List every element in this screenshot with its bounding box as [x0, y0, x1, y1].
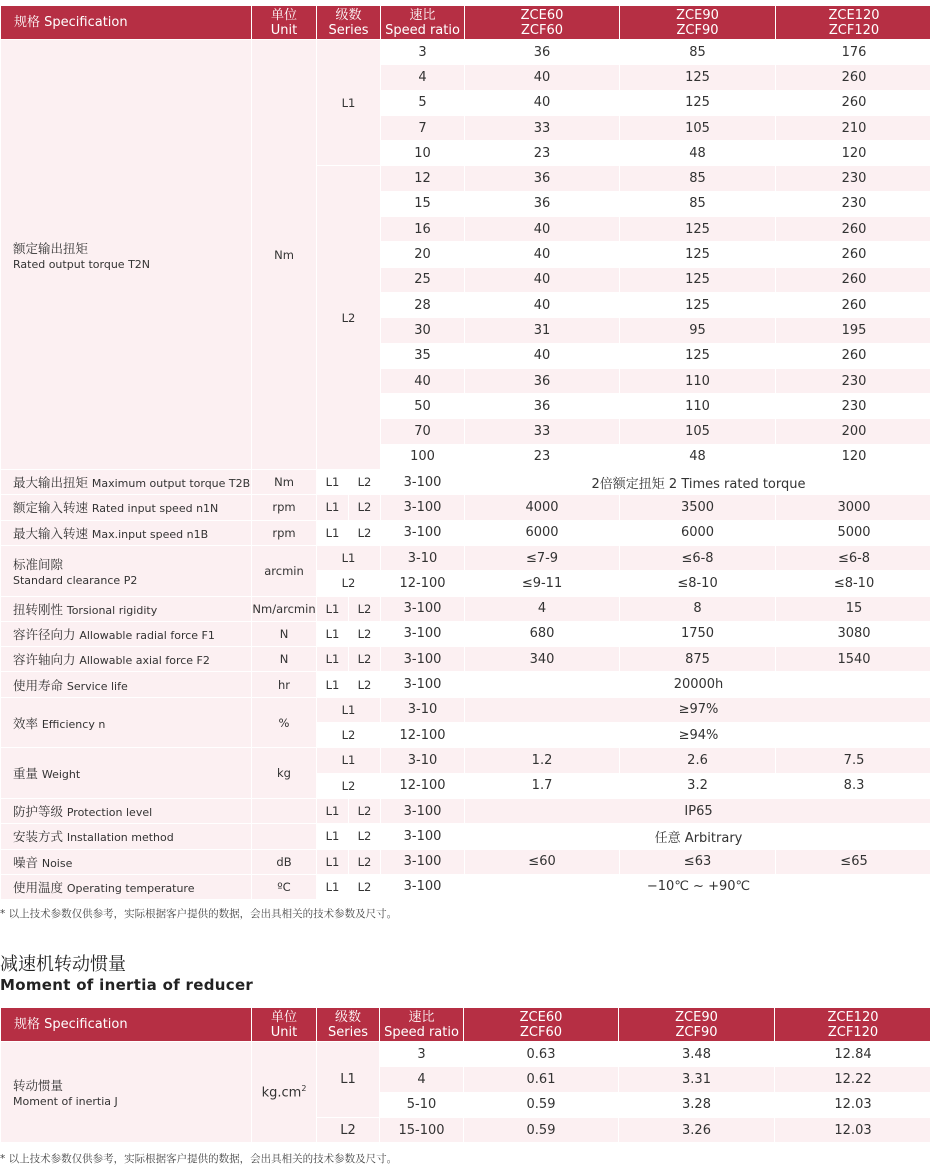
value-cell: 875: [685, 651, 710, 667]
label-axial: 容许轴向力 Allowable axial force F2: [13, 652, 210, 668]
ratio-cell: 70: [414, 424, 431, 440]
value-cell: 12.22: [834, 1071, 872, 1087]
value-cell: ≤8-10: [833, 575, 875, 591]
ratio-cell: 25: [414, 272, 431, 288]
value-cell: 6000: [680, 525, 715, 541]
value-cell: 20000h: [673, 677, 724, 693]
ratio-cell: 28: [414, 297, 431, 313]
ratio-cell: 40: [414, 373, 431, 389]
footnote-2: * 以上技术参数仅供参考，实际根据客户提供的数据，会出具相关的技术参数及尺寸。: [0, 1153, 398, 1165]
label-install: 安装方式 Installation method: [1, 824, 251, 848]
series-cell: L2: [357, 652, 372, 667]
ratio-cell: 50: [414, 398, 431, 414]
header-row: [1, 6, 930, 39]
value-cell: 3500: [680, 499, 715, 515]
header-model-120: ZCE120 ZCF120: [775, 1008, 930, 1041]
label-max-speed: 最大输入转速 Max.input speed n1B: [1, 521, 251, 545]
series-cell: L2: [357, 500, 372, 515]
value-cell: 260: [841, 95, 867, 111]
value-cell: 0.59: [526, 1122, 556, 1138]
series-cell: L2: [317, 166, 380, 469]
value-cell: 8: [693, 601, 702, 617]
ratio-cell: 3-100: [403, 474, 442, 490]
ratio-cell: 15-100: [398, 1122, 445, 1138]
series-cell: L2: [357, 879, 372, 894]
value-cell: 48: [689, 145, 706, 161]
unit-cell: N: [252, 622, 316, 646]
value-cell: 31: [533, 322, 551, 338]
value-cell: 6000: [525, 525, 559, 541]
value-cell: 40: [533, 348, 551, 364]
ratio-cell: 3-100: [403, 879, 442, 895]
value-cell: 3.26: [682, 1122, 711, 1138]
row-efficiency-l1: [1, 698, 930, 722]
value-cell: 120: [841, 145, 867, 161]
row-life: [1, 672, 930, 696]
ratio-cell: 3: [417, 1046, 426, 1062]
value-cell: 3000: [837, 499, 871, 515]
series-cell: L1: [341, 753, 356, 768]
value-cell: 105: [685, 424, 710, 440]
row-clearance-l1: [1, 546, 930, 570]
row-rated-speed: [1, 495, 930, 519]
inertia-body: [1, 1042, 930, 1142]
value-cell: 125: [685, 272, 710, 288]
unit-cell: Nm: [252, 470, 316, 494]
value-cell: 110: [685, 373, 710, 389]
unit-cell: arcmin: [264, 563, 304, 578]
header-series: 级数 Series: [317, 1008, 379, 1041]
unit-sup: 2: [301, 1083, 307, 1093]
row-axial: [1, 647, 930, 671]
label-zh: 额定输出扭矩: [13, 240, 89, 256]
series-cell: L1: [325, 500, 340, 515]
value-cell: 95: [689, 322, 706, 338]
ratio-cell: 5: [418, 95, 427, 111]
ratio-cell: 5-10: [406, 1097, 437, 1113]
row-protection: [1, 799, 930, 823]
unit-cell: %: [278, 715, 290, 730]
value-cell: ≤60: [528, 854, 556, 870]
value-cell: 85: [689, 171, 706, 187]
ratio-cell: 4: [418, 69, 427, 85]
value-cell: 36: [533, 196, 551, 212]
row-radial: [1, 622, 930, 646]
value-cell: 85: [689, 44, 706, 60]
value-cell: 85: [689, 196, 706, 212]
ratio-cell: 3-100: [403, 601, 442, 617]
ratio-cell: 3: [418, 44, 427, 60]
value-cell: 340: [529, 651, 555, 667]
header-spec: 规格 Specification: [1, 6, 251, 39]
value-cell: 260: [841, 348, 867, 364]
ratio-cell: 12-100: [399, 727, 446, 743]
label-rated-torque: [1, 40, 251, 469]
unit-cell: rpm: [252, 521, 316, 545]
value-cell: 0.63: [526, 1046, 556, 1062]
ratio-cell: 3-100: [403, 854, 442, 870]
ratio-cell: 20: [414, 247, 431, 263]
ratio-cell: 7: [418, 120, 427, 136]
series-cell: L2: [357, 829, 372, 844]
value-cell: ≤65: [840, 854, 868, 870]
ratio-cell: 12-100: [399, 575, 446, 591]
ratio-cell: 3-100: [403, 828, 442, 844]
value-cell: 1.2: [531, 752, 553, 768]
series-cell: L2: [357, 854, 372, 869]
ratio-cell: 3-10: [407, 702, 438, 718]
value-cell: 40: [533, 297, 551, 313]
value-cell: 40: [533, 247, 551, 263]
value-cell: 125: [685, 221, 710, 237]
unit-cell: ºC: [252, 875, 316, 899]
label-efficiency: 效率 Efficiency n: [13, 715, 106, 731]
value-cell: 12.84: [834, 1046, 872, 1062]
value-cell: 260: [841, 247, 867, 263]
header-spec: 规格 Specification: [1, 1008, 251, 1041]
value-cell: 0.61: [526, 1071, 556, 1087]
unit-cell: [252, 824, 316, 848]
label-temp: 使用温度 Operating temperature: [1, 875, 251, 899]
series-cell: L1: [325, 829, 340, 844]
torque-body: [1, 40, 930, 469]
value-cell: 2倍额定扭矩 2 Times rated torque: [591, 476, 806, 492]
ratio-cell: 3-10: [407, 752, 438, 768]
series-cell: L1: [317, 40, 380, 165]
series-cell: L2: [357, 525, 372, 540]
value-cell: 4000: [525, 499, 559, 515]
value-cell: ≤9-11: [521, 575, 563, 591]
value-cell: 36: [533, 171, 551, 187]
value-cell: 48: [689, 449, 706, 465]
series-cell: L2: [357, 475, 372, 490]
value-cell: ≤7-9: [525, 550, 559, 566]
row-rigidity: [1, 597, 930, 621]
header-model-60: ZCE60 ZCF60: [465, 6, 619, 39]
ratio-cell: 100: [410, 449, 435, 465]
value-cell: 12.03: [834, 1122, 872, 1138]
value-cell: 105: [685, 120, 710, 136]
label-inertia: [1, 1042, 251, 1142]
value-cell: 2.6: [687, 752, 708, 768]
ratio-cell: 3-100: [403, 626, 442, 642]
value-cell: 7.5: [843, 752, 865, 768]
label-clearance: 标准间隙 Standard clearance P2: [13, 556, 138, 587]
series-cell: L1: [325, 601, 340, 616]
label-weight: 重量 Weight: [13, 766, 81, 782]
value-cell: 23: [533, 145, 551, 161]
series-cell: L1: [325, 854, 340, 869]
value-cell: 1540: [837, 651, 871, 667]
spec-body: [1, 470, 930, 899]
value-cell: 12.03: [834, 1097, 872, 1113]
series-cell: L2: [341, 778, 356, 793]
row-noise: [1, 850, 930, 874]
header-model-60: ZCE60 ZCF60: [464, 1008, 618, 1041]
header-row: [1, 1008, 930, 1041]
label-radial: 容许径向力 Allowable radial force F1: [1, 622, 251, 646]
value-cell: 230: [841, 171, 867, 187]
unit-cell: [252, 1042, 316, 1142]
value-cell: 260: [841, 221, 867, 237]
series-cell: L1: [341, 551, 356, 566]
value-cell: 230: [841, 398, 867, 414]
footnote: * 以上技术参数仅供参考，实际根据客户提供的数据，会出具相关的技术参数及尺寸。: [0, 908, 398, 920]
series-cell: L1: [325, 475, 340, 490]
value-cell: 33: [533, 424, 551, 440]
value-cell: 176: [841, 44, 867, 60]
ratio-cell: 3-10: [407, 550, 438, 566]
value-cell: 23: [533, 449, 551, 465]
inertia-row: [1, 1042, 930, 1066]
value-cell: 195: [841, 322, 867, 338]
ratio-cell: 12: [414, 171, 431, 187]
value-cell: 260: [841, 69, 867, 85]
value-cell: ≥97%: [678, 702, 719, 718]
value-cell: 3.48: [682, 1046, 711, 1062]
value-cell: 125: [685, 69, 710, 85]
value-cell: 3.2: [687, 778, 708, 794]
header-unit: 单位 Unit: [252, 1008, 316, 1041]
value-cell: −10℃ ~ +90℃: [646, 879, 751, 895]
label-rated-speed: 额定输入转速 Rated input speed n1N: [13, 500, 219, 516]
label-max-torque: 最大输出扭矩 Maximum output torque T2B: [1, 470, 251, 494]
label-protection: 防护等级 Protection level: [13, 804, 153, 820]
inertia-table: [0, 1007, 930, 1143]
header-series: 级数 Series: [317, 6, 380, 39]
value-cell: 200: [841, 424, 867, 440]
value-cell: 230: [841, 373, 867, 389]
header-unit: 单位 Unit: [252, 6, 316, 39]
unit-text: kg.cm: [261, 1085, 302, 1101]
value-cell: 125: [685, 297, 710, 313]
row-max-speed: [1, 521, 930, 545]
value-cell: 40: [533, 221, 551, 237]
series-cell: L2: [317, 1118, 379, 1142]
ratio-cell: 35: [414, 348, 431, 364]
value-cell: ≤63: [683, 854, 712, 870]
unit-cell: Nm: [252, 40, 316, 469]
value-cell: ≤6-8: [681, 550, 714, 566]
header-ratio: 速比 Speed ratio: [381, 6, 464, 39]
value-cell: 任意 Arbitrary: [654, 830, 743, 846]
value-cell: 4: [537, 601, 547, 617]
value-cell: 40: [533, 272, 551, 288]
value-cell: 120: [841, 449, 867, 465]
value-cell: 8.3: [843, 778, 865, 794]
torque-row: [1, 40, 930, 64]
series-cell: L2: [341, 576, 356, 591]
series-cell: L1: [317, 1042, 379, 1117]
ratio-cell: 12-100: [399, 778, 446, 794]
value-cell: 1750: [680, 626, 715, 642]
ratio-cell: 3-100: [403, 499, 442, 515]
label-noise: 噪音 Noise: [13, 854, 73, 870]
value-cell: ≤8-10: [677, 575, 718, 591]
section-title-zh: 减速机转动惯量: [0, 954, 126, 975]
value-cell: 125: [685, 247, 710, 263]
series-cell: L1: [325, 677, 340, 692]
unit-cell: N: [279, 652, 289, 667]
value-cell: ≥94%: [678, 727, 719, 743]
ratio-cell: 10: [414, 145, 431, 161]
value-cell: 125: [685, 95, 710, 111]
ratio-cell: 4: [417, 1071, 426, 1087]
series-cell: L1: [341, 702, 356, 717]
value-cell: 230: [841, 196, 867, 212]
value-cell: 36: [533, 44, 551, 60]
row-temp: [1, 875, 930, 899]
ratio-cell: 16: [414, 221, 431, 237]
series-cell: L1: [325, 626, 340, 641]
series-cell: L2: [357, 804, 372, 819]
series-cell: L1: [325, 525, 340, 540]
header-model-90: ZCE90 ZCF90: [620, 6, 775, 39]
series-cell: L1: [325, 879, 340, 894]
label-en: Rated output torque T2N: [13, 257, 151, 271]
value-cell: IP65: [684, 803, 713, 819]
value-cell: 36: [533, 373, 551, 389]
series-cell: L2: [357, 626, 372, 641]
value-cell: 15: [845, 601, 863, 617]
series-cell: L1: [325, 652, 340, 667]
row-weight-l1: [1, 748, 930, 772]
header-model-90: ZCE90 ZCF90: [619, 1008, 774, 1041]
value-cell: 40: [533, 95, 551, 111]
label-life: 使用寿命 Service life: [1, 672, 251, 696]
value-cell: 3080: [837, 626, 871, 642]
value-cell: 210: [841, 120, 867, 136]
value-cell: 260: [841, 272, 867, 288]
value-cell: 260: [841, 297, 867, 313]
row-max-torque: [1, 470, 930, 494]
spec-table: [0, 5, 930, 900]
ratio-cell: 3-100: [403, 651, 442, 667]
series-cell: L2: [341, 728, 356, 743]
section-title-en: Moment of inertia of reducer: [0, 976, 254, 994]
value-cell: 125: [685, 348, 710, 364]
value-cell: 5000: [837, 525, 871, 541]
label-en: Moment of inertia J: [13, 1095, 118, 1109]
ratio-cell: 3-100: [403, 803, 442, 819]
unit-cell: [252, 799, 316, 823]
value-cell: 33: [533, 120, 551, 136]
unit-cell: Nm/arcmin: [252, 601, 316, 616]
value-cell: 110: [685, 398, 710, 414]
unit-cell: rpm: [272, 500, 296, 515]
ratio-cell: 15: [414, 196, 431, 212]
value-cell: 0.59: [526, 1097, 556, 1113]
series-cell: L2: [357, 601, 372, 616]
unit-cell: dB: [276, 854, 292, 869]
series-cell: L1: [325, 804, 340, 819]
unit-cell: hr: [252, 672, 316, 696]
header-model-120: ZCE120 ZCF120: [776, 6, 930, 39]
ratio-cell: 3-100: [403, 525, 442, 541]
ratio-cell: 30: [414, 322, 431, 338]
series-cell: L2: [357, 677, 372, 692]
row-install: [1, 824, 930, 848]
ratio-cell: 3-100: [403, 677, 442, 693]
value-cell: 3.31: [682, 1071, 711, 1087]
value-cell: ≤6-8: [837, 550, 871, 566]
value-cell: 36: [533, 398, 551, 414]
label-rigidity: 扭转刚性 Torsional rigidity: [13, 601, 158, 617]
value-cell: 680: [529, 626, 555, 642]
label-zh: 转动惯量: [13, 1078, 64, 1094]
value-cell: 1.7: [531, 778, 553, 794]
value-cell: 3.28: [682, 1097, 711, 1113]
unit-cell: kg: [277, 766, 291, 781]
value-cell: 40: [533, 69, 551, 85]
header-ratio: 速比 Speed ratio: [380, 1008, 463, 1041]
